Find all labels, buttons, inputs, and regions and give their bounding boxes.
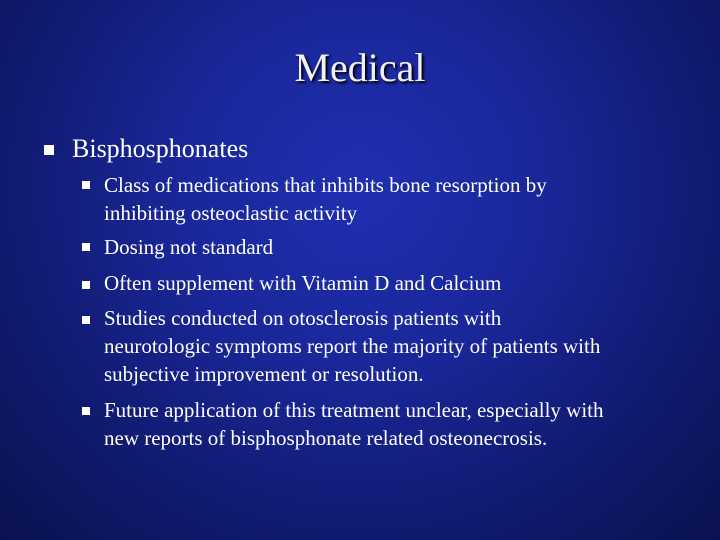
sub-bullet-line: Dosing not standard [104, 235, 274, 259]
sub-bullet-line: subjective improvement or resolution. [104, 362, 424, 386]
sub-bullet-line: Studies conducted on otosclerosis patients with [104, 306, 502, 330]
square-bullet-icon [82, 407, 90, 415]
square-bullet-icon [82, 181, 90, 189]
sub-bullet-item [104, 396, 694, 452]
square-bullet-icon [44, 145, 54, 155]
sub-bullet-line: new reports of bisphosphonate related osteonecrosis. [104, 426, 548, 450]
sub-bullet-line: Future application of this treatment unclear, especially with [104, 398, 604, 422]
sub-bullet-line: inhibiting osteoclastic activity [104, 201, 358, 225]
sub-bullet-line: Class of medications that inhibits bone resorption by [104, 173, 547, 197]
sub-bullet-item [104, 304, 694, 388]
square-bullet-icon [82, 316, 90, 324]
square-bullet-icon [82, 281, 90, 289]
sub-bullet-item [104, 269, 694, 297]
bullet-item-bisphosphonates: Bisphosphonates [72, 134, 249, 163]
sub-bullet-line: Often supplement with Vitamin D and Calcium [104, 271, 502, 295]
sub-bullet-line: neurotologic symptoms report the majority of patients with [104, 334, 601, 358]
slide-title: Medical [294, 45, 426, 90]
sub-bullet-item [104, 171, 694, 227]
square-bullet-icon [82, 243, 90, 251]
sub-bullet-item [104, 233, 694, 261]
